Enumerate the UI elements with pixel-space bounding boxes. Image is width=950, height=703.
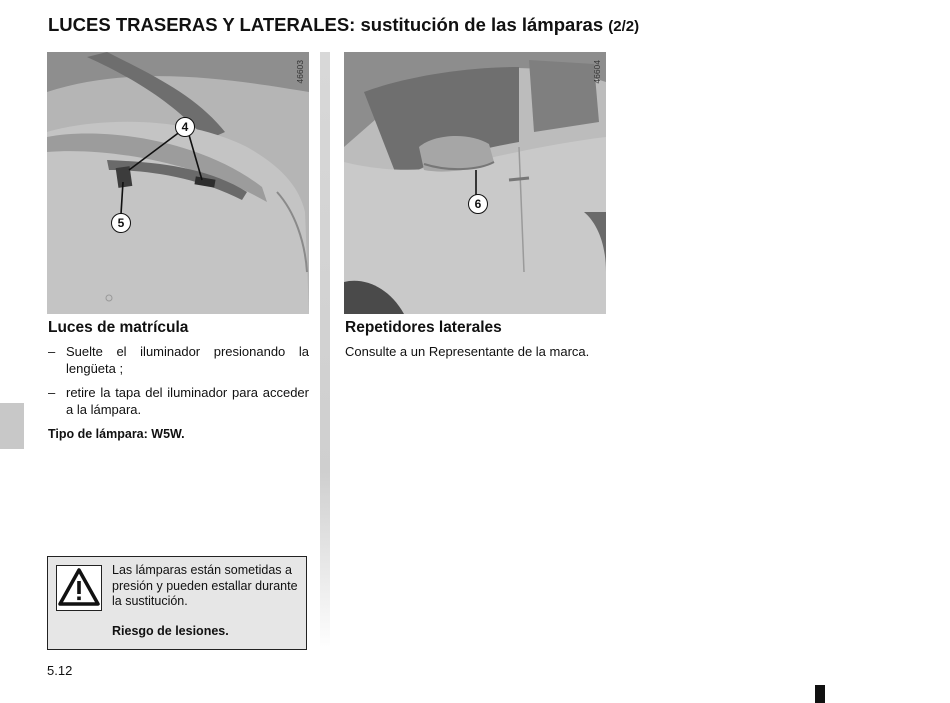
bulb-type: Tipo de lámpara: W5W. [48,427,185,441]
side-repeater-figure [344,52,606,314]
page-title [48,14,639,36]
warning-emphasis: Riesgo de lesiones. [112,624,229,638]
corner-mark [815,685,825,703]
section-tab [0,403,24,449]
dash-marker: – [48,385,56,400]
page-number: 5.12 [47,663,73,678]
callout-5: 5 [111,213,131,233]
figure-code: 46604 [592,60,602,84]
page-title-text: LUCES TRASERAS Y LATERALES: sustitución de las lámparas [48,14,604,35]
list-item [48,385,309,418]
rear-car-illustration [47,52,309,314]
rear-license-light-figure [47,52,309,314]
warning-triangle-icon [56,565,102,611]
instruction-list [48,344,309,426]
figure-code: 46603 [295,60,305,84]
list-item-text: Suelte el iluminador presionando la lengüeta ; [66,344,309,376]
callout-6: 6 [468,194,488,214]
list-item-text: retire la tapa del iluminador para acceder a la lámpara. [66,385,309,417]
side-car-illustration [344,52,606,314]
warning-box [47,556,307,650]
column-divider [320,52,330,652]
page-title-suffix: (2/2) [608,18,640,35]
section-text: Consulte a un Representante de la marca. [345,344,590,359]
warning-text: Las lámparas están sometidas a presión y pueden estallar durante la sustitución. [112,563,298,608]
dash-marker: – [48,344,56,359]
section-heading: Repetidores laterales [345,319,502,336]
callout-4: 4 [175,117,195,137]
list-item [48,344,309,377]
section-heading: Luces de matrícula [48,319,189,336]
